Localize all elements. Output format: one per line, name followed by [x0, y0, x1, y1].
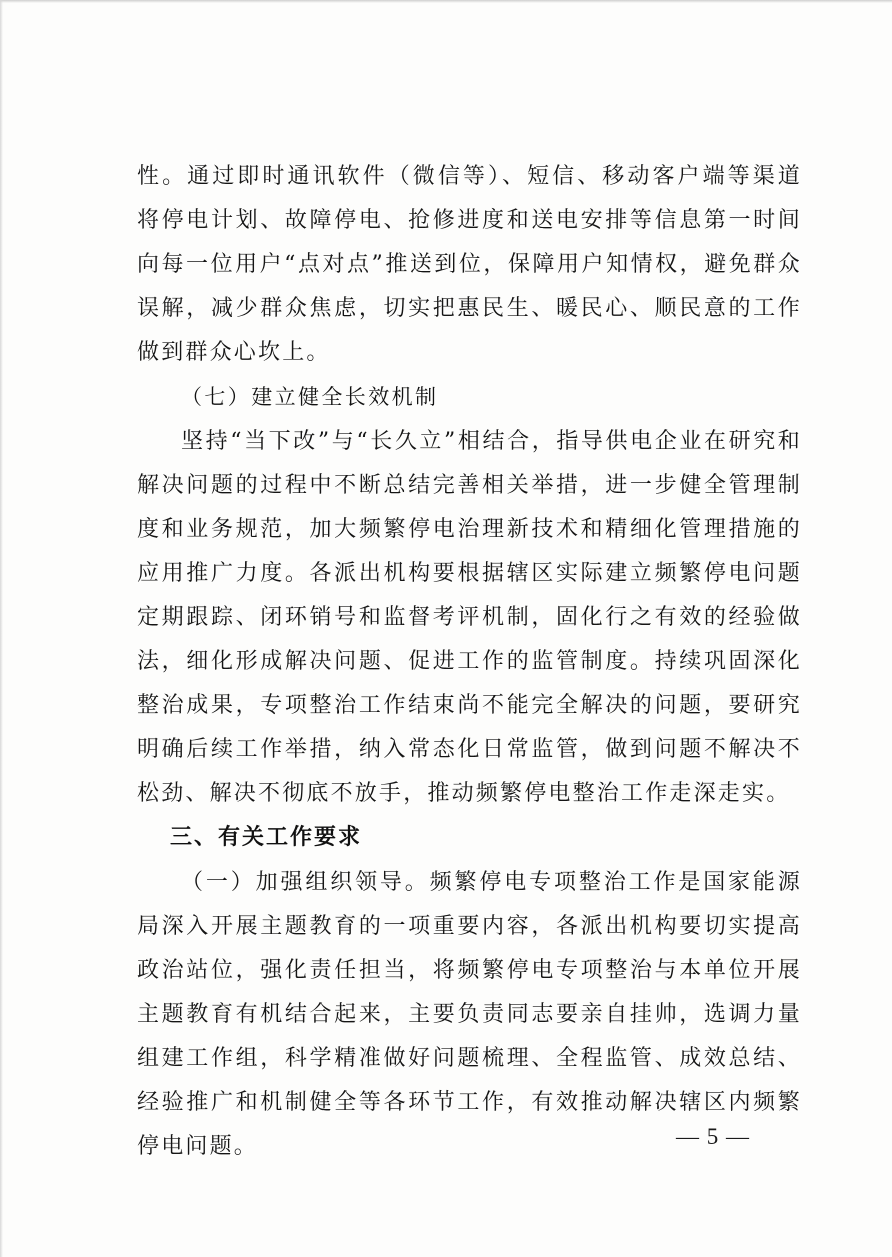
scan-edge-left: [0, 0, 3, 1257]
paragraph-long-term-mechanism: 坚持“当下改”与“长久立”相结合，指导供电企业在研究和解决问题的过程中不断总结完善相关举措，进一步健全管理制度和业务规范，加大频繁停电治理新技术和精细化管理措施的应用推广力度。各派出机构要根据辖区实际建立频繁停电问题定期跟踪、闭环销号和监督考评机制，固化行之有效的经验做法，细化形成解决问题、促进工作的监管制度。持续巩固深化整治成果，专项整治工作结束尚不能完全解决的问题，要研究明确后续工作举措，纳入常态化日常监管，做到问题不解决不松劲、解决不彻底不放手，推动频繁停电整治工作走深走实。: [137, 428, 802, 807]
paragraph-organization-leadership: （一）加强组织领导。频繁停电专项整治工作是国家能源局深入开展主题教育的一项重要内容，各派出机构要切实提高政治站位，强化责任担当，将频繁停电专项整治与本单位开展主题教育有机结合起来，主要负责同志要亲自挂帅，选调力量组建工作组，科学精准做好问题梳理、全程监管、成效总结、经验推广和机制健全等各环节工作，有效推动解决辖区内频繁停电问题。: [137, 869, 802, 1160]
document-body: [137, 155, 802, 1169]
page-number: — 5 —: [676, 1124, 750, 1149]
section-subheading-7: （七）建立健全长效机制: [181, 385, 439, 410]
section-heading-3: 三、有关工作要求: [170, 825, 363, 851]
scan-edge-top: [0, 0, 892, 3]
paragraph-continuation: 性。通过即时通讯软件（微信等）、短信、移动客户端等渠道将停电计划、故障停电、抢修进度和送电安排等信息第一时间向每一位用户“点对点”推送到位，保障用户知情权，避免群众误解，减少群众焦虑，切实把惠民生、暖民心、顺民意的工作做到群众心坎上。: [137, 164, 802, 366]
